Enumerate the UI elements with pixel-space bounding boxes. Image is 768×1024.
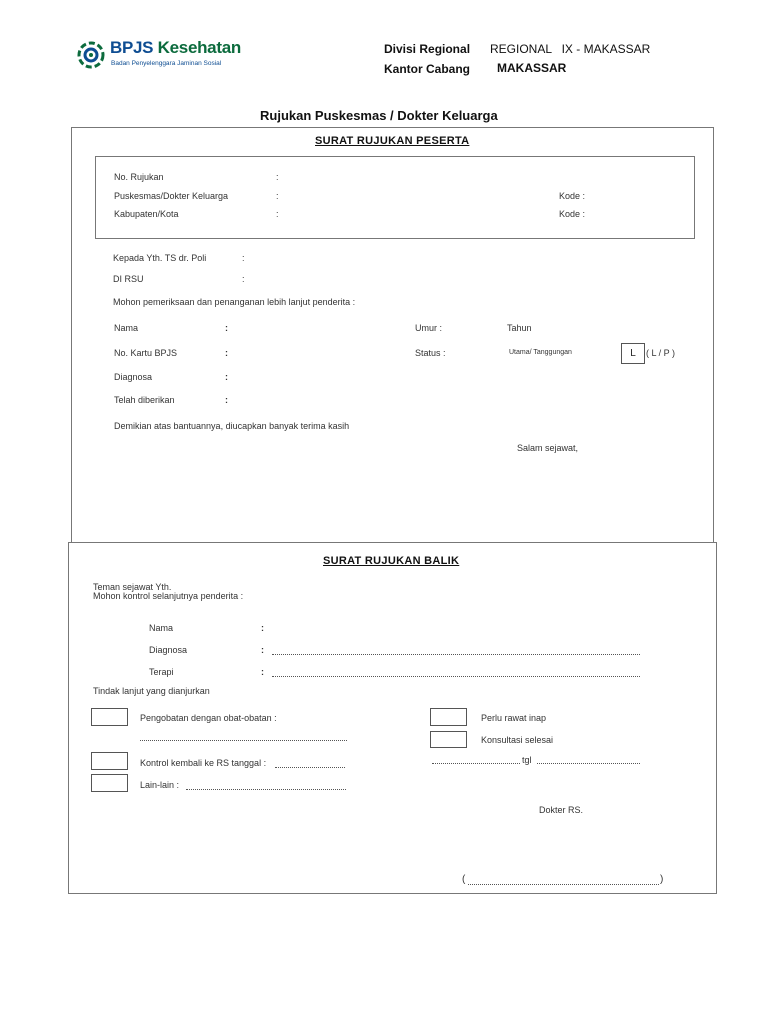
signature-dotted-line xyxy=(468,884,659,885)
logo-brand-secondary: Kesehatan xyxy=(157,38,241,57)
document-title: Rujukan Puskesmas / Dokter Keluarga xyxy=(260,108,498,123)
salam-text: Salam sejawat, xyxy=(517,443,579,453)
umur-label: Umur : xyxy=(415,323,442,333)
divisi-value: REGIONAL IX - MAKASSAR xyxy=(490,42,651,56)
logo-brand-primary: BPJS xyxy=(110,38,154,57)
demikian-text: Demikian atas bantuannya, diucapkan banyak terima kasih xyxy=(114,421,350,431)
nama-label: Nama xyxy=(114,323,139,333)
dokter-label: Dokter RS. xyxy=(539,805,584,815)
colon: : xyxy=(276,209,279,219)
kabupaten-label: Kabupaten/Kota xyxy=(114,209,179,219)
colon: : xyxy=(261,645,264,655)
gender-options: ( L / P ) xyxy=(646,348,676,358)
kantor-label: Kantor Cabang xyxy=(384,62,471,76)
signature-open: ( xyxy=(462,874,466,885)
colon: : xyxy=(225,323,228,333)
colon: : xyxy=(225,348,228,358)
kontrol-dotted-line xyxy=(275,767,345,768)
lain-dotted-line xyxy=(186,789,346,790)
rujukan-peserta-title: SURAT RUJUKAN PESERTA xyxy=(315,135,470,147)
colon: : xyxy=(225,395,228,405)
tgl-dotted-after xyxy=(537,763,640,764)
colon: : xyxy=(225,372,228,382)
bpjs-logo-icon xyxy=(77,40,105,70)
konsultasi-checkbox[interactable] xyxy=(430,731,467,748)
pengobatan-dotted-line xyxy=(140,740,347,741)
terapi-label: Terapi xyxy=(149,667,174,677)
tgl-dotted-before xyxy=(432,763,520,764)
kode-label: Kode : xyxy=(559,209,586,219)
status-label: Status : xyxy=(415,348,446,358)
pengobatan-label: Pengobatan dengan obat-obatan : xyxy=(140,713,277,723)
tahun-label: Tahun xyxy=(507,323,532,333)
di-rsu-label: DI RSU xyxy=(113,274,144,284)
terapi-dotted-line xyxy=(272,676,640,677)
colon: : xyxy=(276,191,279,201)
colon: : xyxy=(261,623,264,633)
pengobatan-checkbox[interactable] xyxy=(91,708,128,726)
diagnosa-label: Diagnosa xyxy=(114,372,153,382)
tgl-label: tgl xyxy=(522,755,532,765)
teman-text: Teman sejawat Yth. xyxy=(93,582,172,592)
mohon-kontrol-text: Mohon kontrol selanjutnya penderita : xyxy=(93,591,244,601)
status-value: Utama/ Tanggungan xyxy=(509,349,572,356)
balik-diagnosa-label: Diagnosa xyxy=(149,645,188,655)
kontrol-label: Kontrol kembali ke RS tanggal : xyxy=(140,758,267,768)
lain-checkbox[interactable] xyxy=(91,774,128,792)
colon: : xyxy=(261,667,264,677)
telah-label: Telah diberikan xyxy=(114,395,175,405)
rujukan-balik-title: SURAT RUJUKAN BALIK xyxy=(323,555,460,567)
konsultasi-label: Konsultasi selesai xyxy=(481,735,554,745)
tindak-text: Tindak lanjut yang dianjurkan xyxy=(93,686,210,696)
colon: : xyxy=(242,274,245,284)
rawat-inap-label: Perlu rawat inap xyxy=(481,713,547,723)
puskesmas-label: Puskesmas/Dokter Keluarga xyxy=(114,191,229,201)
mohon-text: Mohon pemeriksaan dan penanganan lebih lanjut penderita : xyxy=(113,297,356,307)
logo-subtitle: Badan Penyelenggara Jaminan Sosial xyxy=(111,60,222,67)
kontrol-checkbox[interactable] xyxy=(91,752,128,770)
kode-label: Kode : xyxy=(559,191,586,201)
kantor-value: MAKASSAR xyxy=(497,61,567,75)
colon: : xyxy=(242,253,245,263)
gender-box[interactable]: L xyxy=(621,343,645,364)
kartu-label: No. Kartu BPJS xyxy=(114,348,178,358)
colon: : xyxy=(276,172,279,182)
diagnosa-dotted-line xyxy=(272,654,640,655)
no-rujukan-label: No. Rujukan xyxy=(114,172,164,182)
divisi-label: Divisi Regional xyxy=(384,42,471,56)
rawat-inap-checkbox[interactable] xyxy=(430,708,467,726)
balik-nama-label: Nama xyxy=(149,623,174,633)
kepada-label: Kepada Yth. TS dr. Poli xyxy=(113,253,207,263)
lain-label: Lain-lain : xyxy=(140,780,180,790)
signature-close: ) xyxy=(660,874,664,885)
